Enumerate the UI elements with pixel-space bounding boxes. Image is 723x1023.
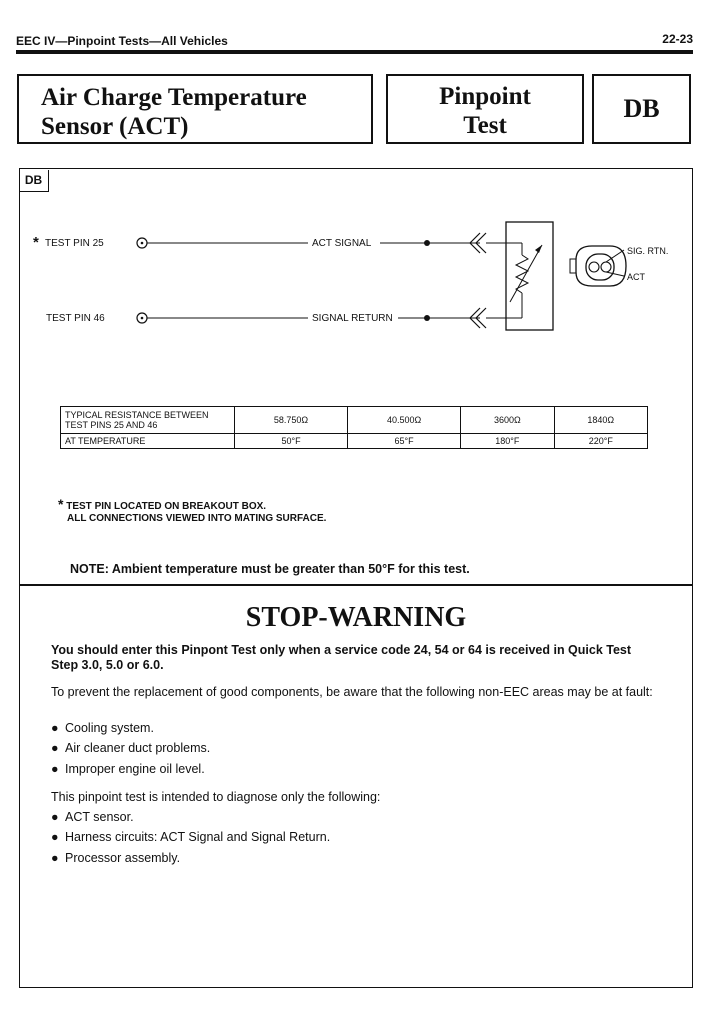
table-cell: 220°F — [554, 434, 647, 449]
test-title-box — [17, 74, 373, 144]
stop-warning-title: STOP-WARNING — [245, 602, 467, 633]
list-item: ● Harness circuits: ACT Signal and Signal Return. — [51, 830, 331, 844]
bullet-icon: ● — [51, 762, 59, 776]
list-item: ● Cooling system. — [51, 721, 154, 735]
list-item: ● Air cleaner duct problems. — [51, 741, 211, 755]
resistance-row-label: TYPICAL RESISTANCE BETWEEN TEST PINS 25 AND 46 — [61, 407, 235, 434]
header-rule — [16, 50, 693, 54]
wiring-diagram — [20, 210, 690, 340]
sig-rtn-label: SIG. RTN. — [627, 246, 669, 256]
act-pin-label: ACT — [627, 272, 645, 282]
test-pin-asterisk: * — [33, 234, 39, 251]
section-tag: DB — [19, 170, 49, 192]
resistance-table — [60, 406, 648, 449]
warning-paragraph-2: This pinpoint test is intended to diagnose only the following: — [51, 790, 381, 804]
table-cell: 40.500Ω — [348, 407, 461, 434]
act-signal-label: ACT SIGNAL — [312, 238, 372, 249]
section-divider — [19, 584, 693, 586]
table-cell: 65°F — [348, 434, 461, 449]
pin-46-terminal-icon — [137, 313, 147, 323]
list-item: ● Improper engine oil level. — [51, 762, 205, 776]
table-row — [61, 407, 648, 434]
thermistor-icon — [510, 243, 542, 318]
list-item: ● Processor assembly. — [51, 851, 181, 865]
note-asterisk: * — [58, 496, 64, 512]
breakout-box-note — [58, 498, 326, 525]
pinpoint-label: Pinpoint — [439, 83, 531, 110]
table-cell: 1840Ω — [554, 407, 647, 434]
table-cell: 50°F — [235, 434, 348, 449]
act-connector-icon — [570, 246, 626, 286]
signal-return-label: SIGNAL RETURN — [312, 313, 393, 324]
warning-entry-condition: You should enter this Pinpont Test only when a service code 24, 54 or 64 is received in Quick Test Step 3.0, 5.0 or 6.0. — [51, 643, 632, 672]
pin-25-terminal-icon — [137, 238, 147, 248]
test-title-line2: Sensor (ACT) — [41, 113, 189, 140]
bullet-icon: ● — [51, 810, 59, 824]
table-cell: 180°F — [461, 434, 554, 449]
test-label: Test — [463, 112, 507, 139]
test-code-box: DB — [592, 74, 691, 144]
table-row — [61, 434, 648, 449]
test-title-line1: Air Charge Temperature — [41, 84, 307, 111]
note-line2: ALL CONNECTIONS VIEWED INTO MATING SURFACE. — [67, 513, 327, 524]
page-number: 22-23 — [662, 32, 693, 46]
bullet-icon: ● — [51, 721, 59, 735]
sensor-body — [506, 222, 553, 330]
bullet-icon: ● — [51, 830, 59, 844]
running-header: EEC IV—Pinpoint Tests—All Vehicles — [16, 34, 228, 48]
test-pin-46-label: TEST PIN 46 — [46, 313, 105, 324]
table-cell: 58.750Ω — [235, 407, 348, 434]
list-item: ● ACT sensor. — [51, 810, 134, 824]
bullet-icon: ● — [51, 851, 59, 865]
table-cell: 3600Ω — [461, 407, 554, 434]
test-pin-25-label: TEST PIN 25 — [45, 238, 104, 249]
temperature-row-label: AT TEMPERATURE — [61, 434, 235, 449]
warning-paragraph-1: To prevent the replacement of good components, be aware that the following non-EEC areas may be at fault: — [51, 685, 653, 699]
bullet-icon: ● — [51, 741, 59, 755]
ambient-temp-note: NOTE: Ambient temperature must be greater than 50°F for this test. — [70, 562, 470, 576]
pinpoint-test-box — [386, 74, 584, 144]
note-line1: TEST PIN LOCATED ON BREAKOUT BOX. — [66, 501, 267, 512]
